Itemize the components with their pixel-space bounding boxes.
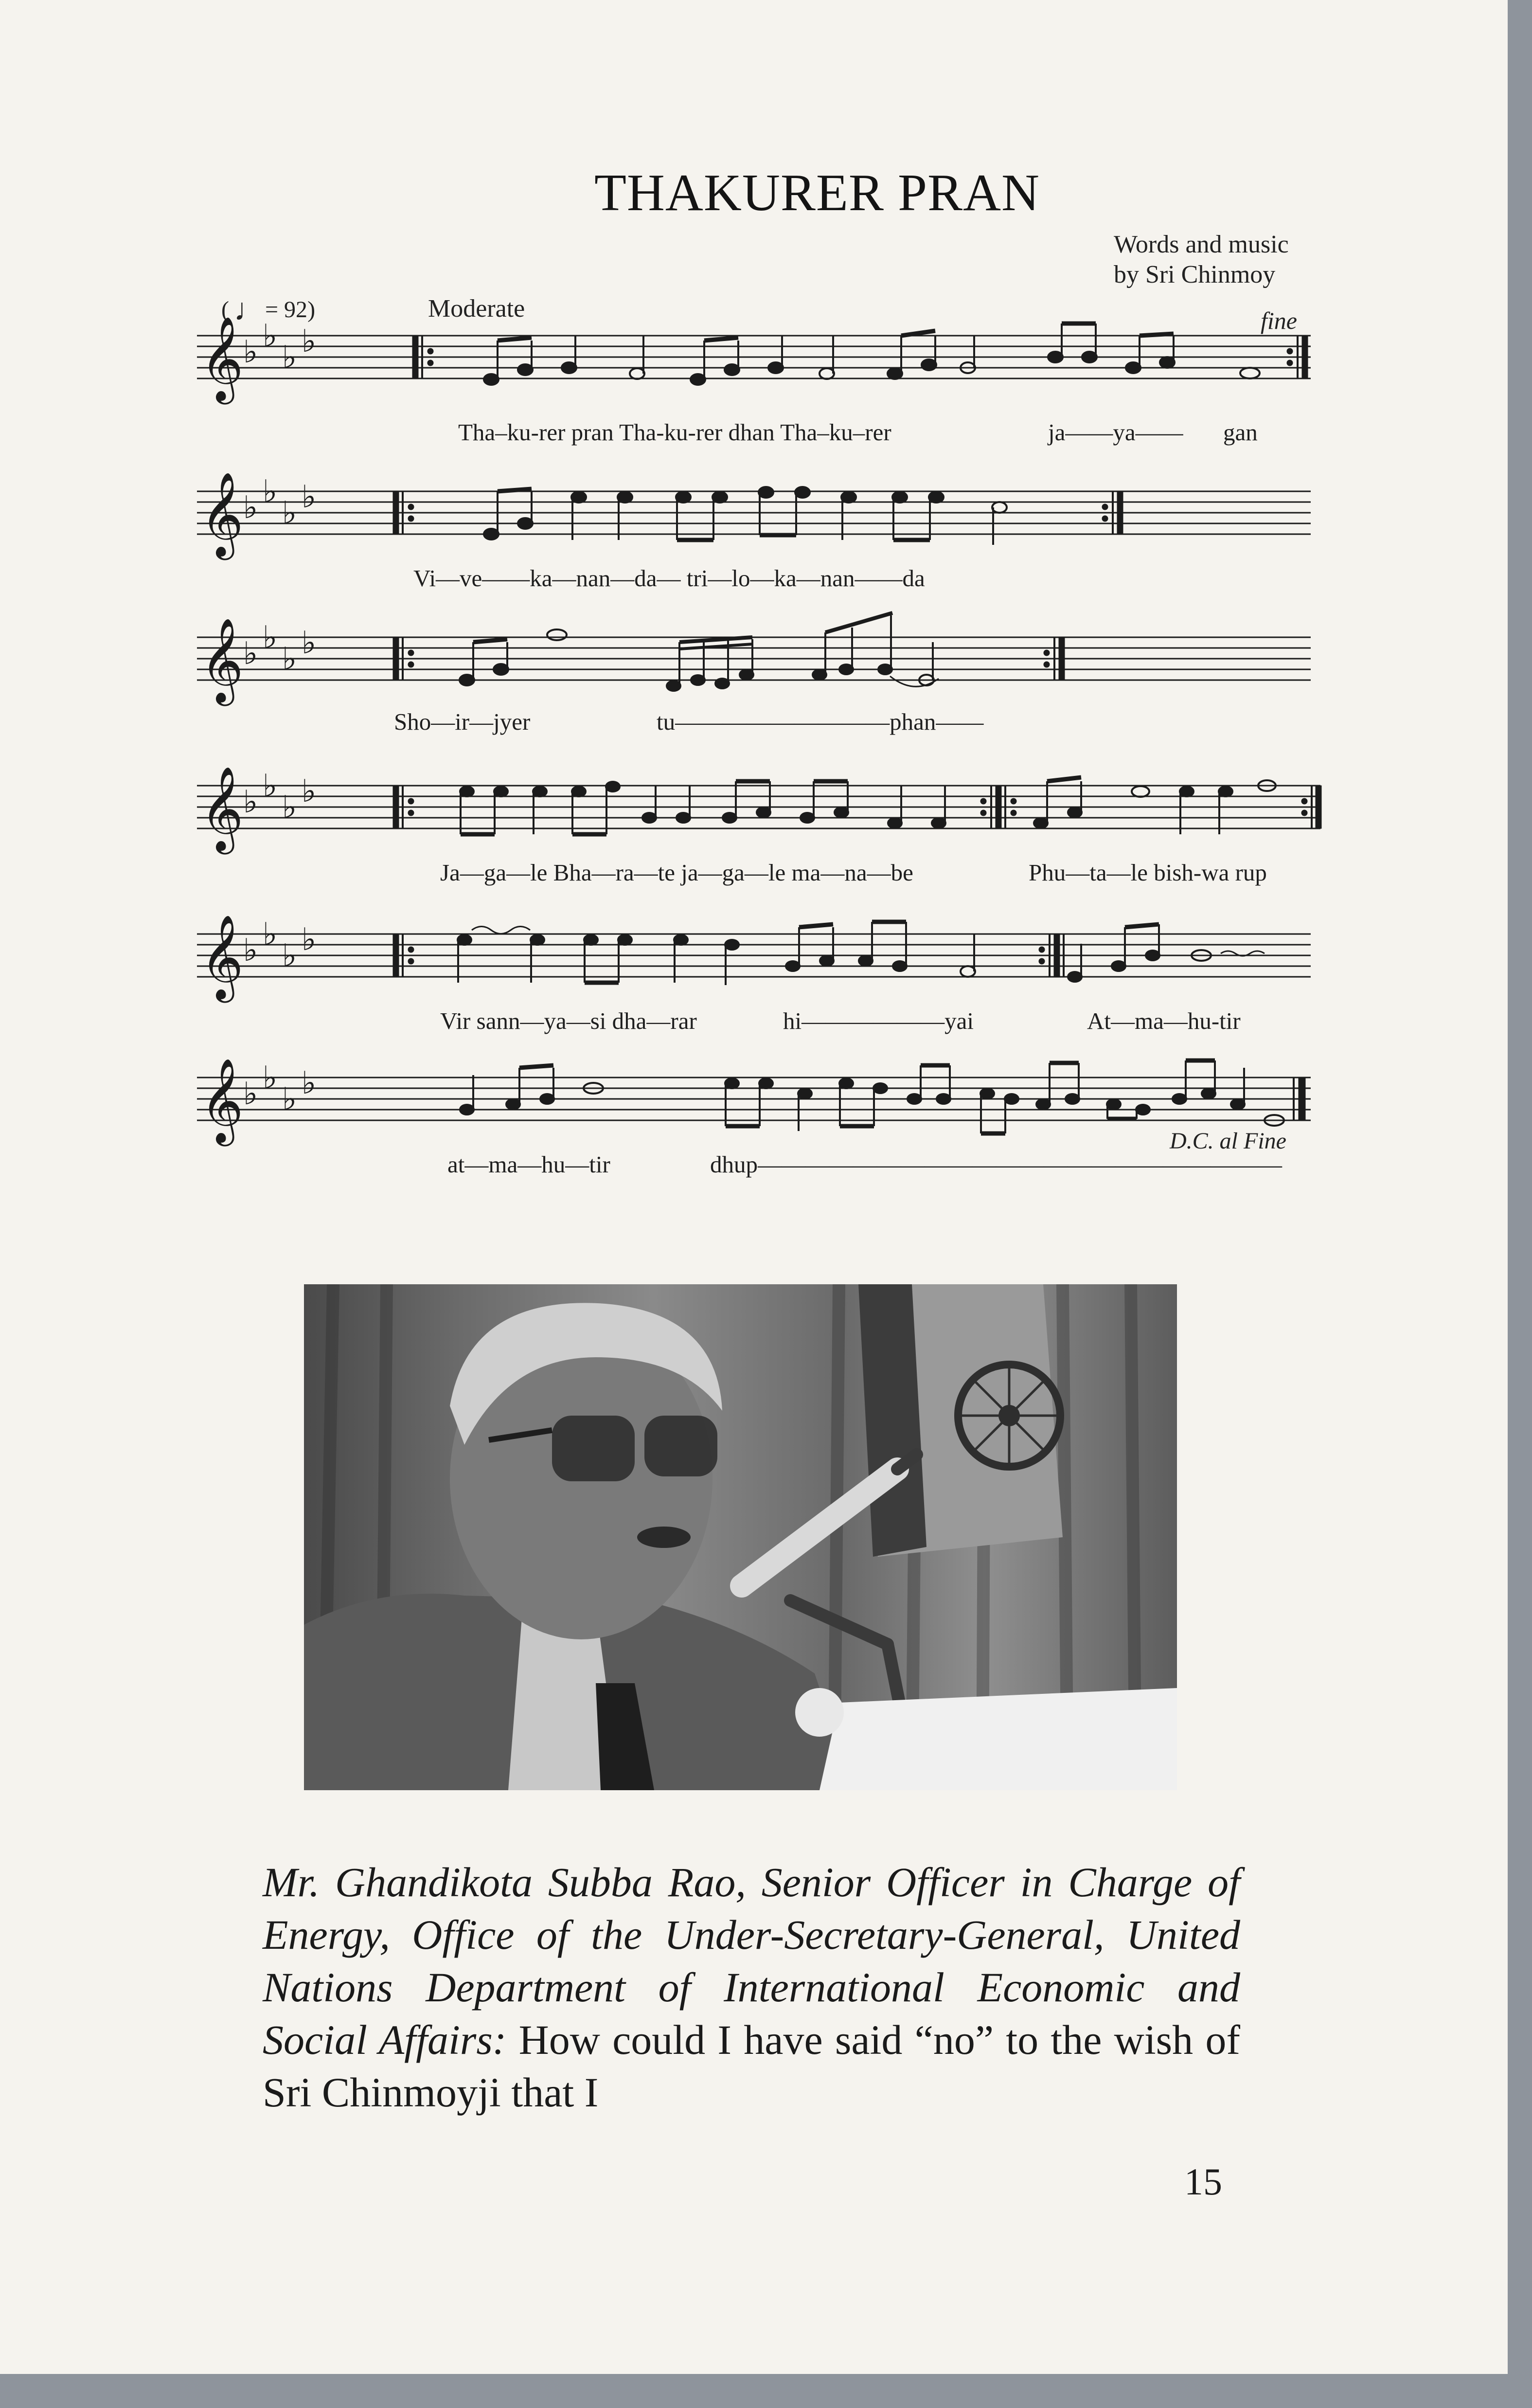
- svg-text:♭: ♭: [282, 938, 297, 974]
- svg-text:♭: ♭: [282, 340, 297, 376]
- svg-text:♭: ♭: [263, 916, 278, 952]
- tempo-value: = 92: [265, 297, 308, 323]
- svg-text:♭: ♭: [282, 1081, 297, 1117]
- svg-text:♭: ♭: [263, 768, 278, 804]
- svg-text:♭: ♭: [302, 773, 317, 809]
- svg-text:♭: ♭: [302, 323, 317, 359]
- song-title: THAKURER PRAN: [594, 164, 1040, 222]
- svg-text:𝄞: 𝄞: [200, 472, 244, 557]
- page-edge: [0, 2374, 1532, 2408]
- photo-caption: [263, 1856, 1240, 2119]
- svg-text:♭: ♭: [302, 625, 317, 661]
- lyric-line-4a: Ja—ga—le Bha—ra—te ja—ga—le ma—na—be: [440, 859, 913, 886]
- lyric-line-6b: dhup——————————————————————: [710, 1151, 1282, 1178]
- clefs: [200, 316, 244, 1147]
- svg-text:𝄞: 𝄞: [200, 618, 244, 702]
- lyric-line-1b: ja——ya——: [1048, 419, 1183, 446]
- lyric-line-5b: hi——————yai: [783, 1007, 974, 1034]
- speaker-photo-illustration: [304, 1284, 1177, 1790]
- speaker-photo: [304, 1284, 1177, 1790]
- lyric-line-3a: Sho—ir—jyer: [394, 708, 531, 735]
- tempo-word: Moderate: [428, 295, 525, 323]
- caption-text: How could I have said “no” to the wish of Sri Chinmoyji that I: [263, 2016, 1240, 2116]
- da-capo-mark: D.C. al Fine: [1170, 1128, 1286, 1154]
- credit-line-2: by Sri Chinmoy: [1114, 261, 1276, 288]
- svg-text:♭: ♭: [282, 495, 297, 531]
- fine-mark: fine: [1261, 307, 1297, 334]
- svg-text:♭: ♭: [263, 620, 278, 656]
- credit-line-1: Words and music: [1114, 231, 1289, 258]
- svg-text:𝄞: 𝄞: [200, 316, 244, 401]
- svg-text:♭: ♭: [263, 474, 278, 510]
- svg-text:♭: ♭: [243, 636, 258, 672]
- svg-text:𝄞: 𝄞: [200, 766, 244, 851]
- svg-text:♭: ♭: [243, 1076, 258, 1112]
- tempo-marking: ( ♩= 92): [221, 292, 316, 327]
- svg-text:♭: ♭: [243, 784, 258, 820]
- caption-speaker: Mr. Ghandikota Subba Rao, Senior Officer in Charge of Energy, Office of the Under-Secretary-General, United Nations Department of International Economic and Social Affairs:: [263, 1859, 1240, 2063]
- lyric-line-5c: At—ma—hu-tir: [1087, 1007, 1241, 1034]
- key-signatures: [243, 318, 316, 1117]
- svg-text:♭: ♭: [282, 790, 297, 826]
- lyric-line-1c: gan: [1223, 419, 1258, 446]
- svg-text:𝄞: 𝄞: [200, 915, 244, 999]
- lyric-line-5a: Vir sann—ya—si dha—rar: [440, 1007, 697, 1034]
- svg-text:♭: ♭: [302, 1065, 317, 1101]
- svg-text:♭: ♭: [243, 490, 258, 526]
- svg-text:♭: ♭: [302, 922, 317, 958]
- lyric-line-4b: Phu—ta—le bish-wa rup: [1029, 859, 1267, 886]
- page-number: 15: [1184, 2160, 1222, 2203]
- lyric-line-1a: Tha–ku-rer pran Tha-ku-rer dhan Tha–ku–rer: [458, 419, 891, 446]
- svg-text:♭: ♭: [282, 641, 297, 677]
- svg-text:𝄞: 𝄞: [200, 1058, 244, 1143]
- svg-text:♭: ♭: [263, 1060, 278, 1096]
- lyric-line-6a: at—ma—hu—tir: [447, 1151, 610, 1178]
- svg-text:♭: ♭: [243, 334, 258, 370]
- svg-text:♭: ♭: [302, 479, 317, 515]
- lyric-line-3b: tu—————————phan——: [657, 708, 984, 735]
- quarter-note-icon: ♩: [233, 292, 265, 327]
- svg-text:♭: ♭: [243, 933, 258, 969]
- lyric-line-2: Vi—ve——ka—nan—da— tri—lo—ka—nan——da: [413, 565, 925, 592]
- svg-text:♭: ♭: [263, 318, 278, 354]
